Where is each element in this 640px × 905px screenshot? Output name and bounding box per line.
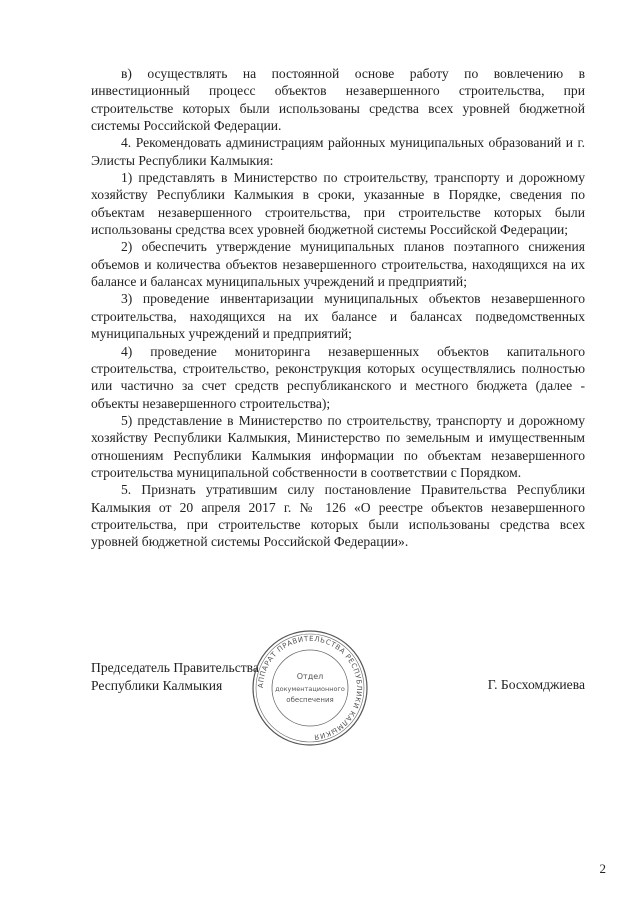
paragraph-4: 4. Рекомендовать администрациям районных муниципальных образований и г. Элисты Республики Калмыкия: (91, 135, 585, 168)
official-stamp (250, 628, 370, 748)
stamp-ring-text: АППАРАТ ПРАВИТЕЛЬСТВА РЕСПУБЛИКИ КАЛМЫКИЯ (256, 634, 364, 741)
signatory-title-line1: Председатель Правительства (91, 660, 259, 675)
page-number: 2 (599, 861, 606, 876)
paragraph-4-2: 2) обеспечить утверждение муниципальных планов поэтапного снижения объемов и количества объектов незавершенного строительства, находящихся на их балансе и балансах муниципальных учреждений и предприятий; (91, 239, 585, 290)
paragraph-4-4: 4) проведение мониторинга незавершенных объектов капитального строительства, строительство, реконструкция которых осуществлялись полностью или частично за счет средств республиканского и местного бюджета (далее - объекты незавершенного строительства); (91, 343, 585, 411)
paragraph-4-3: 3) проведение инвентаризации муниципальных объектов незавершенного строительства, находящихся на их балансе и балансах подведомственных муниципальных учреждений и предприятий; (91, 291, 585, 342)
paragraph-5: 5. Признать утратившим силу постановление Правительства Республики Калмыкия от 20 апреля 2017 г. № 126 «О реестре объектов незавершенного строительства, при строительстве которых были использованы средства всех уровней бюджетной системы Российской Федерации». (91, 482, 585, 550)
paragraph-4-1: 1) представлять в Министерство по строительству, транспорту и дорожному хозяйству Республики Калмыкия в сроки, указанные в Порядке, сведения по объектам незавершенного строительства, при строительстве которых были использованы средства всех уровней бюджетной системы Российской Федерации; (91, 170, 585, 238)
stamp-center-line2: документационного (275, 685, 345, 693)
signatory-title (91, 659, 259, 695)
signatory-title-line2: Республики Калмыкия (91, 678, 223, 693)
stamp-seal-graphic (250, 628, 370, 748)
paragraph-3v: в) осуществлять на постоянной основе работу по вовлечению в инвестиционный процесс объектов незавершенного строительства, при строительстве которых были использованы средства всех уровней бюджетной системы Российской Федерации. (91, 66, 585, 134)
document-body (91, 65, 585, 551)
stamp-center-line3: обеспечения (286, 696, 334, 704)
signatory-name: Г. Босхомджиева (487, 677, 585, 692)
paragraph-4-5: 5) представление в Министерство по строительству, транспорту и дорожному хозяйству Республики Калмыкия, Министерство по земельным и имущественным отношениям Республики Калмыкия информации по объектам незавершенного строительства муниципальной собственности в соответствии с Порядком. (91, 412, 585, 480)
stamp-center-line1: Отдел (296, 672, 324, 681)
